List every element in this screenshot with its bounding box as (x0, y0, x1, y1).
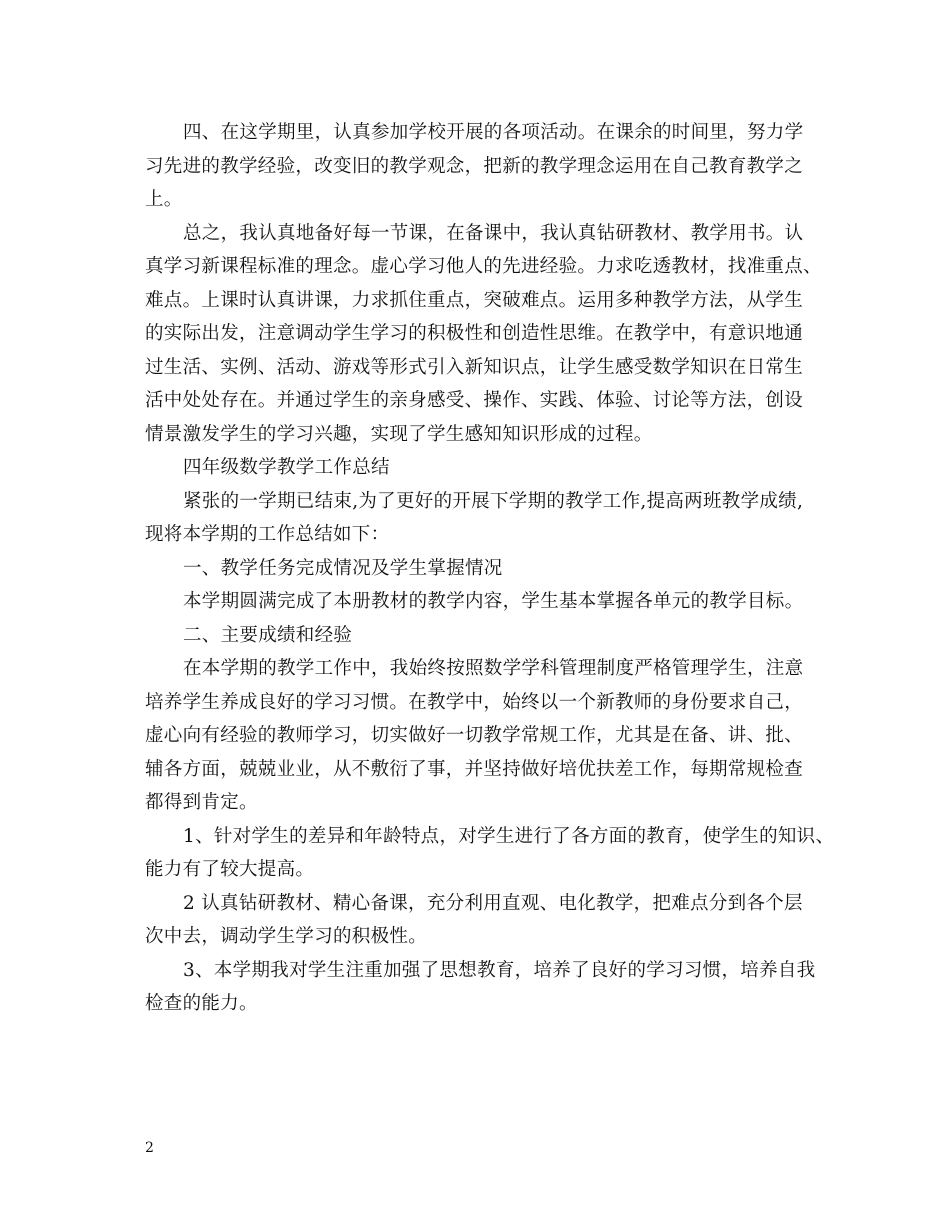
page-number: 2 (145, 1140, 154, 1156)
paragraph-line: 四、在这学期里，认真参加学校开展的各项活动。在课余的时间里，努力学 (183, 122, 804, 143)
paragraph-line: 培养学生养成良好的学习习惯。在教学中，始终以一个新教师的身份要求自己， (145, 691, 804, 713)
list-item-line: 次中去，调动学生学习的积极性。 (145, 926, 428, 947)
section-title: 四年级数学教学工作总结 (183, 457, 390, 478)
paragraph-line: 的实际出发，注意调动学生学习的积极性和创造性思维。在教学中，有意识地通 (145, 323, 804, 344)
paragraph-line: 总之，我认真地备好每一节课，在备课中，我认真钻研教材、教学用书。认 (183, 222, 804, 244)
paragraph-line: 难点。上课时认真讲课，力求抓住重点，突破难点。运用多种教学方法，从学生 (145, 289, 804, 311)
section-heading: 一、教学任务完成情况及学生掌握情况 (183, 557, 503, 579)
paragraph-line: 在本学期的教学工作中，我始终按照数学学科管理制度严格管理学生，注意 (183, 658, 804, 679)
list-item-line: 2 认真钻研教材、精心备课，充分利用直观、电化教学，把难点分到各个层 (183, 892, 803, 914)
paragraph-line: 真学习新课程标准的理念。虚心学习他人的先进经验。力求吃透教材，找准重点、 (145, 256, 822, 277)
paragraph-line: 上。 (145, 189, 183, 210)
paragraph-line: 虚心向有经验的教师学习，切实做好一切教学常规工作，尤其是在备、讲、批、 (145, 725, 804, 746)
document-body (145, 116, 835, 1021)
section-heading: 二、主要成绩和经验 (183, 624, 353, 646)
list-item-line: 3、本学期我对学生注重加强了思想教育，培养了良好的学习习惯，培养自我 (183, 959, 816, 981)
list-item-line: 能力有了较大提高。 (145, 859, 315, 880)
paragraph-line: 现将本学期的工作总结如下： (145, 524, 390, 545)
paragraph-line: 习先进的教学经验，改变旧的教学观念，把新的教学理念运用在自己教育教学之 (145, 155, 804, 177)
paragraph-line: 过生活、实例、活动、游戏等形式引入新知识点，让学生感受数学知识在日常生 (145, 356, 804, 378)
paragraph-line: 情景激发学生的学习兴趣，实现了学生感知知识形成的过程。 (145, 423, 653, 445)
list-item-line: 1、针对学生的差异和年龄特点，对学生进行了各方面的教育，使学生的知识、 (183, 825, 835, 847)
paragraph-line: 活中处处存在。并通过学生的亲身感受、操作、实践、体验、讨论等方法，创设 (145, 390, 804, 411)
paragraph-line: 紧张的一学期已结束,为了更好的开展下学期的教学工作,提高两班教学成绩, (183, 490, 804, 512)
paragraph-line: 辅各方面，兢兢业业，从不敷衍了事，并坚持做好培优扶差工作，每期常规检查 (145, 758, 804, 780)
list-item-line: 检查的能力。 (145, 993, 258, 1014)
paragraph-line: 本学期圆满完成了本册教材的教学内容，学生基本掌握各单元的教学目标。 (183, 591, 804, 612)
paragraph-line: 都得到肯定。 (145, 792, 258, 813)
